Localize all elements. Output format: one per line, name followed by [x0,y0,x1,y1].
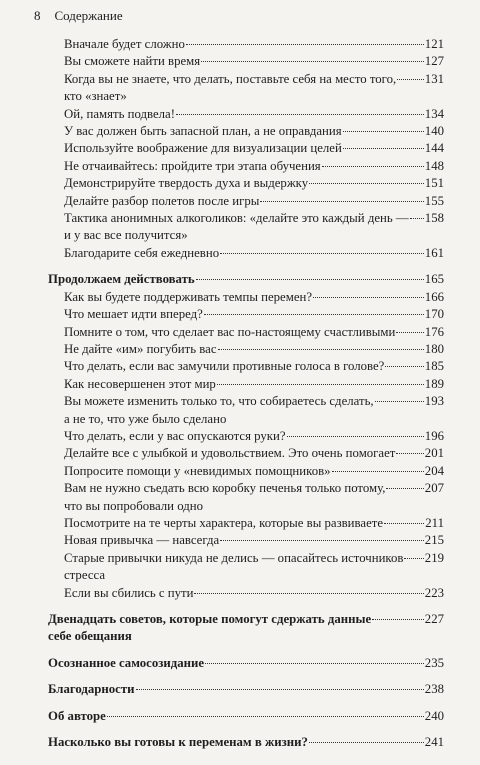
toc-entry-title: Что делать, если у вас опускаются руки? [64,428,286,443]
toc-page-number: 223 [424,585,444,600]
toc-page-number: 201 [424,446,444,461]
toc-entry[interactable] [64,306,444,323]
toc-entry[interactable] [64,53,444,70]
toc-entry[interactable] [64,585,444,602]
toc-entry[interactable] [64,463,444,480]
toc-entry-title: Вы можете изменить только то, что собираетесь сделать, а не то, что уже было сделано [64,394,374,426]
toc-entry[interactable] [64,36,444,53]
toc-entry-title: Тактика анонимных алкоголиков: «делайте это каждый день — и у вас все получится» [64,211,409,243]
dot-leader [217,383,424,385]
toc-page-number: 155 [424,193,444,208]
dot-leader [404,557,423,559]
dot-leader [313,296,424,298]
toc-page-number: 165 [424,272,444,287]
dot-leader [196,278,424,280]
toc-entry-title: Не дайте «им» погубить вас [64,341,217,356]
running-title: Содержание [54,8,123,23]
toc-entry-title: Если вы сбились с пути [64,585,194,600]
toc-page-number: 170 [424,307,444,322]
toc-entry[interactable] [64,341,444,358]
dot-leader [396,331,423,333]
toc-page-number: 127 [424,54,444,69]
toc-page-number: 238 [424,682,444,697]
dot-leader [343,147,424,149]
dot-leader [287,435,424,437]
toc-entry[interactable] [64,324,444,341]
dot-leader [322,165,424,167]
dot-leader [332,470,424,472]
toc-entry[interactable] [64,532,444,549]
toc-page-number: 196 [424,428,444,443]
toc-entry-title: Благодарите себя ежедневно [64,245,220,260]
toc-page-number: 151 [424,176,444,191]
toc-page-number: 134 [424,106,444,121]
dot-leader [220,252,424,254]
toc-entry-title: Продолжаем действовать [48,272,195,287]
toc-entry-title: Старые привычки никуда не делись — опасайтесь источников стресса [64,550,404,583]
toc-entry[interactable] [64,289,444,306]
dot-leader [107,715,424,717]
toc-entry[interactable] [64,393,444,428]
toc-page-number: 144 [424,141,444,156]
dot-leader [194,592,423,594]
toc-page-number: 240 [424,708,444,723]
toc-entry-title: У вас должен быть запасной план, а не оправдания [64,124,342,139]
toc-entry[interactable] [64,175,444,192]
toc-entry[interactable] [64,515,444,532]
section-gap [48,725,444,734]
toc-entry-title: Демонстрируйте твердость духа и выдержку [64,176,309,191]
dot-leader [309,741,424,743]
toc-entry[interactable] [64,158,444,175]
toc-entry[interactable] [64,550,444,585]
dot-leader [260,200,423,202]
toc-entry[interactable] [64,71,444,106]
toc-entry[interactable] [64,428,444,445]
toc-entry-title: Двенадцать советов, которые помогут сдержать данные себе обещания [48,612,372,644]
toc-entry[interactable] [64,210,444,245]
toc-entry-title: Посмотрите на те черты характера, которые вы развиваете [64,515,384,530]
toc-page-number: 204 [424,463,444,478]
dot-leader [385,365,423,367]
toc-chapter[interactable] [48,734,444,751]
dot-leader [397,78,424,80]
dot-leader [201,60,424,62]
toc-entry-title: Что мешает идти вперед? [64,307,203,322]
toc-page-number: 161 [424,245,444,260]
dot-leader [218,348,424,350]
toc-page-number: 219 [424,550,444,565]
toc-entry-title: Используйте воображение для визуализации целей [64,141,342,156]
section-gap [48,602,444,611]
toc-entry-title: Помните о том, что сделает вас по-настоящему счастливыми [64,324,396,339]
toc-page-number: 131 [424,71,444,86]
toc-page-number: 211 [425,515,444,530]
toc-entry-title: Не отчаивайтесь: пройдите три этапа обучения [64,158,321,173]
toc-entry-title: Попросите помощи у «невидимых помощников» [64,463,331,478]
running-header [34,8,123,24]
table-of-contents [48,36,444,751]
toc-page-number: 207 [424,481,444,496]
toc-entry-title: Делайте разбор полетов после игры [64,193,260,208]
dot-leader [176,113,424,115]
toc-chapter[interactable] [48,681,444,698]
toc-entry-title: Что делать, если вас замучили противные голоса в голове? [64,359,385,374]
toc-page-number: 166 [424,289,444,304]
toc-page-number: 189 [424,376,444,391]
toc-page-number: 176 [424,324,444,339]
dot-leader [205,662,424,664]
toc-entry-title: Благодарности [48,682,135,697]
dot-leader [372,618,424,620]
section-gap [48,699,444,708]
toc-entry-title: Вначале будет сложно [64,37,185,51]
toc-page-number: 241 [424,735,444,750]
toc-entry-title: Ой, память подвела! [64,106,175,121]
toc-page-number: 227 [424,612,444,626]
toc-page-number: 235 [424,655,444,670]
dot-leader [204,313,424,315]
toc-page-number: 121 [424,37,444,51]
toc-entry-title: Делайте все с улыбкой и удовольствием. Это очень помогает [64,446,396,461]
toc-entry[interactable] [64,245,444,262]
page-number: 8 [34,8,41,23]
toc-entry[interactable] [64,106,444,123]
dot-leader [386,487,423,489]
toc-chapter[interactable] [48,271,444,288]
toc-entry-title: Осознанное самосозидание [48,655,205,670]
toc-entry-title: Когда вы не знаете, что делать, поставьте себя на место того, кто «знает» [64,71,397,104]
toc-page-number: 215 [424,533,444,548]
toc-entry[interactable] [64,358,444,375]
toc-entry-title: Вам не нужно съедать всю коробку печенья только потому, что вы попробовали одно [64,481,386,513]
dot-leader [396,452,423,454]
toc-entry-title: Как вы будете поддерживать темпы перемен? [64,289,313,304]
toc-page-number: 148 [424,158,444,173]
toc-page-number: 140 [424,124,444,139]
toc-entry[interactable] [64,445,444,462]
dot-leader [384,522,424,524]
dot-leader [309,182,424,184]
toc-entry[interactable] [64,376,444,393]
toc-page-number: 185 [424,359,444,374]
dot-leader [410,217,424,219]
dot-leader [186,43,424,45]
toc-entry[interactable] [64,480,444,515]
dot-leader [343,130,424,132]
dot-leader [220,539,424,541]
section-gap [48,646,444,655]
toc-entry-title: Вы сможете найти время [64,54,201,69]
toc-entry[interactable] [64,123,444,140]
toc-entry-title: Об авторе [48,708,106,723]
toc-page-number: 158 [424,211,444,226]
toc-page-number: 193 [424,394,444,409]
dot-leader [136,688,424,690]
toc-page-number: 180 [424,341,444,356]
section-gap [48,262,444,271]
toc-entry-title: Насколько вы готовы к переменам в жизни? [48,735,308,750]
toc-chapter[interactable] [48,655,444,672]
toc-entry-title: Как несовершенен этот мир [64,376,216,391]
toc-chapter[interactable] [48,708,444,725]
toc-entry[interactable] [64,193,444,210]
toc-entry-title: Новая привычка — навсегда [64,533,220,548]
toc-chapter[interactable] [48,611,444,646]
toc-entry[interactable] [64,140,444,157]
dot-leader [375,400,424,402]
section-gap [48,672,444,681]
